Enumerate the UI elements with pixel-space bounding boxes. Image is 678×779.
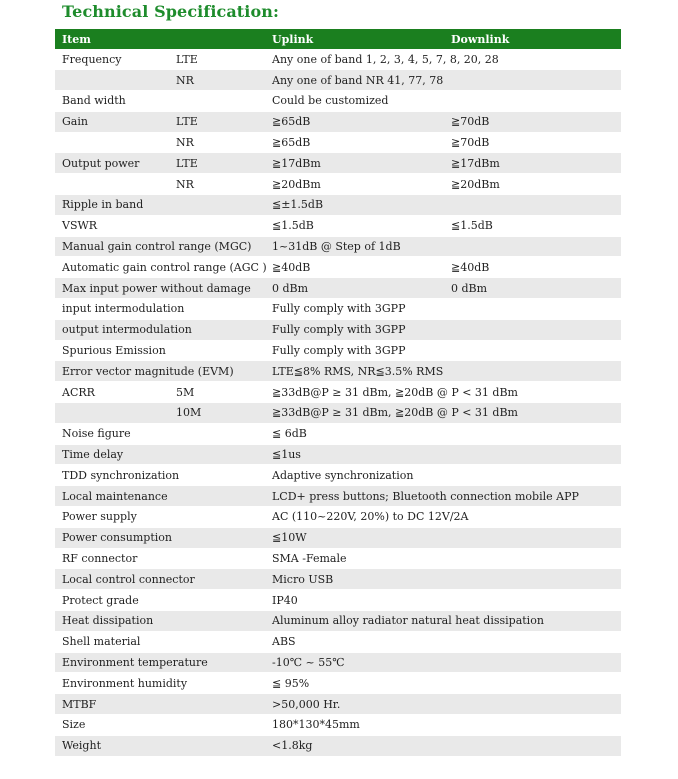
row-subitem <box>169 715 265 736</box>
row-downlink <box>444 652 621 673</box>
table-row <box>55 195 621 216</box>
header-downlink: Downlink <box>451 32 510 46</box>
row-item: Band width <box>55 91 169 112</box>
row-item: Heat dissipation <box>55 611 169 632</box>
row-subitem <box>169 465 265 486</box>
header-item: Item <box>62 32 91 46</box>
row-subitem <box>169 548 265 569</box>
row-subitem <box>169 215 265 236</box>
row-uplink: ≦1.5dB <box>265 215 444 236</box>
table-row <box>55 174 621 195</box>
row-downlink: ≧20dBm <box>444 174 621 195</box>
row-uplink: ≧33dB@P ≥ 31 dBm, ≧20dB @ P < 31 dBm <box>265 403 444 424</box>
row-uplink: SMA -Female <box>265 548 444 569</box>
row-uplink: Aluminum alloy radiator natural heat dissipation <box>265 611 444 632</box>
row-subitem <box>169 423 265 444</box>
row-item: Frequency <box>55 49 169 70</box>
row-uplink: ≦±1.5dB <box>265 195 444 216</box>
row-downlink <box>444 507 621 528</box>
table-row <box>55 70 621 91</box>
row-subitem <box>169 735 265 756</box>
row-uplink: ABS <box>265 631 444 652</box>
row-uplink: >50,000 Hr. <box>265 694 444 715</box>
table-header-row <box>55 29 621 49</box>
row-item: RF connector <box>55 548 169 569</box>
row-downlink <box>444 465 621 486</box>
row-uplink: Fully comply with 3GPP <box>265 340 444 361</box>
row-subitem: NR <box>169 132 265 153</box>
row-subitem <box>169 444 265 465</box>
table-row <box>55 91 621 112</box>
table-body <box>55 49 621 756</box>
row-uplink: ≧65dB <box>265 132 444 153</box>
spec-table <box>55 29 621 757</box>
row-downlink <box>444 590 621 611</box>
row-downlink <box>444 631 621 652</box>
row-subitem <box>169 486 265 507</box>
row-downlink <box>444 569 621 590</box>
row-uplink: ≧65dB <box>265 111 444 132</box>
page-title: Technical Specification: <box>62 2 279 21</box>
row-uplink: 0 dBm <box>265 278 444 299</box>
table-row <box>55 111 621 132</box>
row-subitem <box>169 590 265 611</box>
row-uplink: Fully comply with 3GPP <box>265 299 444 320</box>
row-uplink: ≦1us <box>265 444 444 465</box>
row-subitem: LTE <box>169 153 265 174</box>
row-uplink: LTE≦8% RMS, NR≦3.5% RMS <box>265 361 444 382</box>
row-uplink: ≧20dBm <box>265 174 444 195</box>
row-uplink: -10℃ ~ 55℃ <box>265 652 444 673</box>
row-uplink: ≦10W <box>265 527 444 548</box>
row-downlink <box>444 527 621 548</box>
row-uplink: 180*130*45mm <box>265 715 444 736</box>
row-uplink: ≧17dBm <box>265 153 444 174</box>
row-item: Environment humidity <box>55 673 169 694</box>
row-item: Time delay <box>55 444 169 465</box>
row-item: TDD synchronization <box>55 465 169 486</box>
table-row <box>55 299 621 320</box>
table-row <box>55 569 621 590</box>
row-downlink <box>444 361 621 382</box>
row-item: Weight <box>55 735 169 756</box>
row-downlink <box>444 444 621 465</box>
row-subitem: 5M <box>169 382 265 403</box>
table-row <box>55 361 621 382</box>
row-item: Local control connector <box>55 569 169 590</box>
table-row <box>55 278 621 299</box>
table-row <box>55 236 621 257</box>
row-item: Error vector magnitude (EVM) <box>55 361 169 382</box>
row-item: Power supply <box>55 507 169 528</box>
row-uplink: <1.8kg <box>265 735 444 756</box>
row-item: Manual gain control range (MGC) <box>55 236 169 257</box>
table-row <box>55 465 621 486</box>
row-downlink <box>444 423 621 444</box>
row-subitem: LTE <box>169 49 265 70</box>
row-item: Ripple in band <box>55 195 169 216</box>
table-row <box>55 735 621 756</box>
row-uplink: ≧40dB <box>265 257 444 278</box>
table-row <box>55 548 621 569</box>
row-uplink: LCD+ press buttons; Bluetooth connection mobile APP <box>265 486 444 507</box>
table-row <box>55 403 621 424</box>
table-row <box>55 652 621 673</box>
row-subitem <box>169 340 265 361</box>
row-downlink <box>444 735 621 756</box>
row-item: ACRR <box>55 382 169 403</box>
row-item: VSWR <box>55 215 169 236</box>
table-row <box>55 715 621 736</box>
row-item <box>55 70 169 91</box>
row-item: Size <box>55 715 169 736</box>
row-uplink: Any one of band 1, 2, 3, 4, 5, 7, 8, 20, 28 <box>265 49 444 70</box>
row-item: Power consumption <box>55 527 169 548</box>
table-row <box>55 215 621 236</box>
table-row <box>55 631 621 652</box>
row-downlink <box>444 548 621 569</box>
row-uplink: Any one of band NR 41, 77, 78 <box>265 70 444 91</box>
row-downlink <box>444 319 621 340</box>
row-downlink: 0 dBm <box>444 278 621 299</box>
row-downlink <box>444 715 621 736</box>
row-uplink: 1~31dB @ Step of 1dB <box>265 236 444 257</box>
row-uplink: IP40 <box>265 590 444 611</box>
row-subitem: LTE <box>169 111 265 132</box>
row-subitem <box>169 611 265 632</box>
row-subitem <box>169 527 265 548</box>
table-row <box>55 49 621 70</box>
row-subitem <box>169 195 265 216</box>
row-item: Local maintenance <box>55 486 169 507</box>
row-uplink: ≦ 95% <box>265 673 444 694</box>
row-uplink: Adaptive synchronization <box>265 465 444 486</box>
row-downlink <box>444 340 621 361</box>
table-row <box>55 132 621 153</box>
row-subitem <box>169 694 265 715</box>
row-subitem <box>169 507 265 528</box>
table-row <box>55 527 621 548</box>
table-row <box>55 673 621 694</box>
row-item: Noise figure <box>55 423 169 444</box>
row-downlink <box>444 195 621 216</box>
row-item: Max input power without damage <box>55 278 169 299</box>
row-item: input intermodulation <box>55 299 169 320</box>
row-item: Spurious Emission <box>55 340 169 361</box>
table-row <box>55 507 621 528</box>
row-item: Protect grade <box>55 590 169 611</box>
table-row <box>55 153 621 174</box>
row-downlink <box>444 70 621 91</box>
header-uplink: Uplink <box>272 32 314 46</box>
row-uplink: Fully comply with 3GPP <box>265 319 444 340</box>
row-uplink: ≦ 6dB <box>265 423 444 444</box>
row-downlink: ≦1.5dB <box>444 215 621 236</box>
table-row <box>55 611 621 632</box>
table-row <box>55 257 621 278</box>
row-item: Gain <box>55 111 169 132</box>
row-item: Output power <box>55 153 169 174</box>
table-row <box>55 423 621 444</box>
table-row <box>55 590 621 611</box>
row-uplink: ≧33dB@P ≥ 31 dBm, ≧20dB @ P < 31 dBm <box>265 382 444 403</box>
row-downlink: ≧40dB <box>444 257 621 278</box>
row-uplink: AC (110~220V, 20%) to DC 12V/2A <box>265 507 444 528</box>
row-downlink <box>444 299 621 320</box>
table-row <box>55 340 621 361</box>
table-row <box>55 694 621 715</box>
table-row <box>55 486 621 507</box>
row-downlink <box>444 673 621 694</box>
row-item <box>55 174 169 195</box>
row-uplink: Could be customized <box>265 91 444 112</box>
row-subitem: NR <box>169 70 265 91</box>
row-subitem: NR <box>169 174 265 195</box>
row-subitem <box>169 631 265 652</box>
row-subitem <box>169 91 265 112</box>
row-subitem: 10M <box>169 403 265 424</box>
row-item: Shell material <box>55 631 169 652</box>
table-row <box>55 444 621 465</box>
row-uplink: Micro USB <box>265 569 444 590</box>
row-downlink: ≧70dB <box>444 132 621 153</box>
row-item: Environment temperature <box>55 652 169 673</box>
row-item: Automatic gain control range (AGC ) <box>55 257 169 278</box>
row-downlink <box>444 236 621 257</box>
row-downlink <box>444 91 621 112</box>
row-downlink <box>444 694 621 715</box>
row-item <box>55 403 169 424</box>
row-item <box>55 132 169 153</box>
table-row <box>55 382 621 403</box>
row-downlink: ≧17dBm <box>444 153 621 174</box>
row-downlink: ≧70dB <box>444 111 621 132</box>
table-row <box>55 319 621 340</box>
row-item: MTBF <box>55 694 169 715</box>
row-item: output intermodulation <box>55 319 169 340</box>
